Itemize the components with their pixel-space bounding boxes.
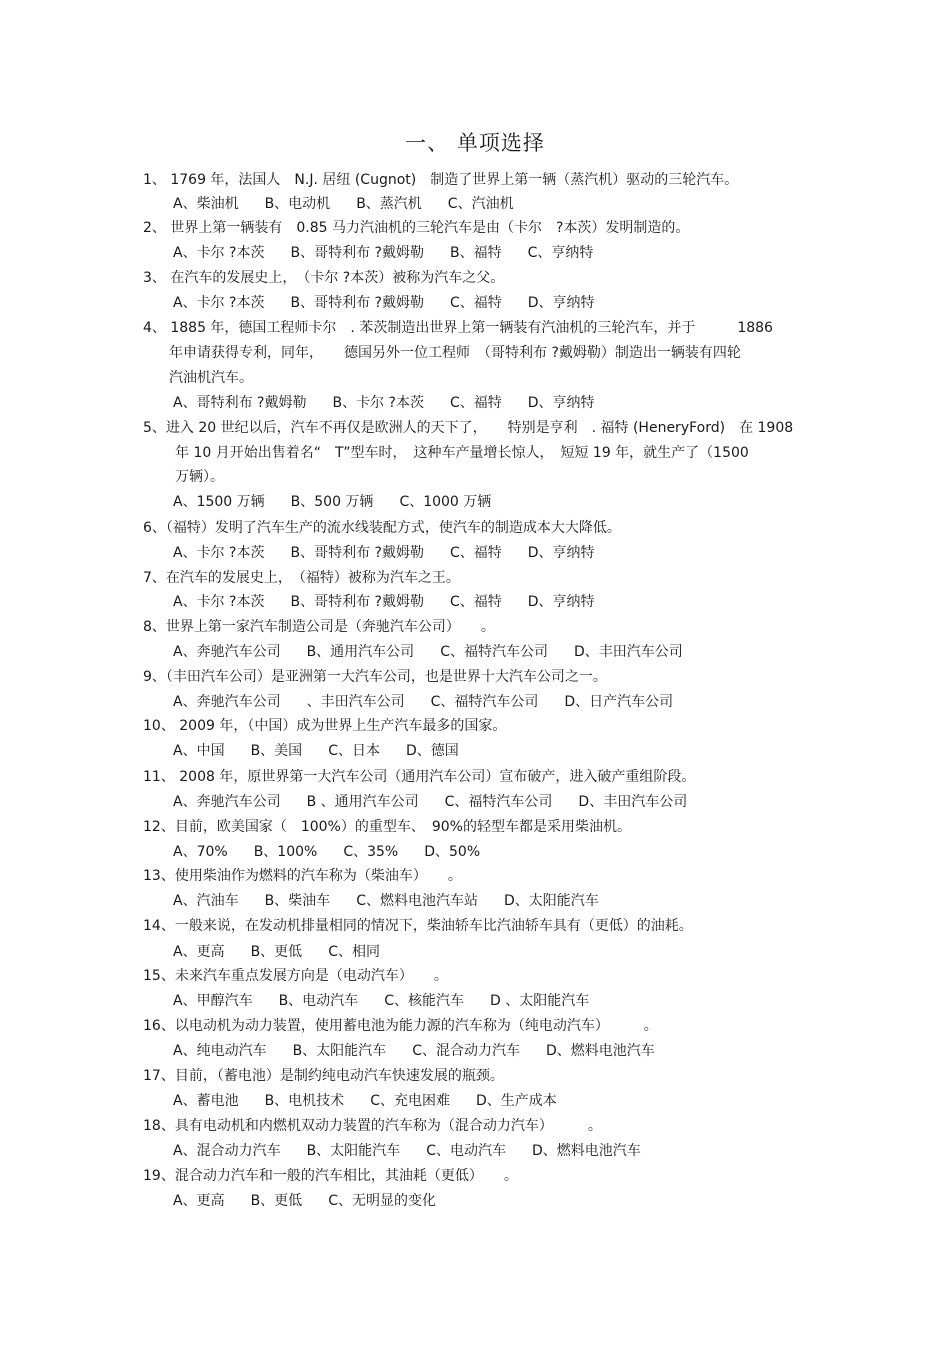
question-text: 1、 1769 年，法国人 N.J. 居纽 (Cugnot) 制造了世界上第一辆（蒸汽机）驱动的三轮汽车。 — [143, 172, 739, 188]
question-text: 7、在汽车的发展史上， （福特）被称为汽车之王。 — [143, 570, 460, 586]
question-options — [173, 1141, 667, 1161]
question-options — [173, 1091, 583, 1111]
question-text-continued: 年申请获得专利，同年， 德国另外一位工程师 （哥特利布 ?戴姆勒）制造出一辆装有四轮 — [169, 345, 741, 361]
question-options — [173, 492, 517, 512]
option: C、混合动力汽车 — [412, 1043, 520, 1059]
option: D、亨纳特 — [527, 295, 595, 311]
option: C、福特汽车公司 — [440, 644, 548, 660]
question-options — [173, 942, 406, 962]
question-text: 4、 1885 年，德国工程师卡尔 . 苯茨制造出世界上第一辆装有汽油机的三轮汽车，并于 1886 — [143, 320, 773, 336]
option: D、亨纳特 — [527, 594, 595, 610]
option: A、混合动力汽车 — [173, 1143, 281, 1159]
option: B、哥特利布 ?戴姆勒 — [290, 245, 424, 261]
option: C、汽油机 — [447, 196, 514, 212]
question-options — [173, 243, 619, 263]
option: B、哥特利布 ?戴姆勒 — [290, 295, 424, 311]
option: C、日本 — [328, 743, 380, 759]
question-options — [173, 891, 625, 911]
option: A、中国 — [173, 743, 225, 759]
question-options — [173, 393, 621, 413]
option: C、福特汽车公司 — [444, 794, 553, 810]
question-text: 3、 在汽车的发展史上， （卡尔 ?本茨）被称为汽车之父。 — [143, 270, 505, 286]
option: C、福特汽车公司 — [430, 694, 539, 710]
section-title: 一、 单项选择 — [405, 131, 545, 155]
option: D、日产汽车公司 — [564, 694, 674, 710]
question-text: 8、世界上第一家汽车制造公司是（奔驰汽车公司） 。 — [143, 619, 495, 635]
option: C、福特 — [449, 594, 502, 610]
option: B、柴油车 — [264, 893, 331, 909]
option: D、50% — [424, 844, 481, 860]
option: C、燃料电池汽车站 — [356, 893, 478, 909]
question-options — [173, 692, 699, 712]
option: B、福特 — [449, 245, 502, 261]
question-text: 16、以电动机为动力装置，使用蓄电池为能力源的汽车称为（纯电动汽车） 。 — [143, 1018, 658, 1034]
option: B、卡尔 ?本茨 — [332, 395, 424, 411]
option: A、奔驰汽车公司 — [173, 644, 281, 660]
option: D、丰田汽车公司 — [573, 644, 683, 660]
option: B、哥特利布 ?戴姆勒 — [290, 594, 424, 610]
option: A、柴油机 — [173, 196, 239, 212]
option: B、500 万辆 — [290, 494, 374, 510]
option: C、充电困难 — [370, 1093, 450, 1109]
option: C、电动汽车 — [426, 1143, 506, 1159]
option: D、亨纳特 — [527, 395, 595, 411]
option: B、更低 — [250, 1193, 303, 1209]
option: A、卡尔 ?本茨 — [173, 594, 265, 610]
question-text: 13、使用柴油作为燃料的汽车称为（柴油车） 。 — [143, 868, 462, 884]
option: D、丰田汽车公司 — [578, 794, 688, 810]
question-text-continued: 汽油机汽车。 — [169, 370, 253, 386]
option: B、太阳能汽车 — [306, 1143, 401, 1159]
option: B、蒸汽机 — [356, 196, 422, 212]
option: A、哥特利布 ?戴姆勒 — [173, 395, 307, 411]
question-options — [173, 194, 540, 214]
option: A、甲醇汽车 — [173, 993, 253, 1009]
question-text-continued: 年 10 月开始出售着名“ T”型车时， 这种车产量增长惊人， 短短 19 年，就生产了（1500 — [175, 445, 749, 461]
question-text: 18、具有电动机和内燃机双动力装置的汽车称为（混合动力汽车） 。 — [143, 1118, 602, 1134]
option: A、纯电动汽车 — [173, 1043, 267, 1059]
option: A、奔驰汽车公司 — [173, 794, 281, 810]
question-options — [173, 842, 506, 862]
option: A、汽油车 — [173, 893, 239, 909]
option: C、相同 — [328, 944, 380, 960]
option: A、卡尔 ?本茨 — [173, 295, 265, 311]
option: A、70% — [173, 844, 228, 860]
question-options — [173, 592, 621, 612]
question-text: 2、 世界上第一辆装有 0.85 马力汽油机的三轮汽车是由（卡尔 ?本茨）发明制造的。 — [143, 220, 690, 236]
option: 、丰田汽车公司 — [306, 694, 405, 710]
question-text-continued: 万辆）。 — [175, 469, 224, 485]
option: B、电动机 — [264, 196, 331, 212]
option: D、太阳能汽车 — [503, 893, 599, 909]
question-options — [173, 792, 713, 812]
question-options — [173, 991, 615, 1011]
option: A、更高 — [173, 944, 225, 960]
option: A、更高 — [173, 1193, 225, 1209]
question-options — [173, 543, 621, 563]
question-options — [173, 642, 709, 662]
option: D、亨纳特 — [527, 545, 595, 561]
option: A、1500 万辆 — [173, 494, 265, 510]
question-text: 19、混合动力汽车和一般的汽车相比，其油耗（更低） 。 — [143, 1168, 518, 1184]
question-text: 12、目前，欧美国家（ 100%）的重型车、 90%的轻型车都是采用柴油机。 — [143, 819, 631, 835]
question-text: 6、（福特）发明了汽车生产的流水线装配方式，使汽车的制造成本大大降低。 — [143, 520, 621, 536]
option: D、燃料电池汽车 — [545, 1043, 655, 1059]
option: B 、通用汽车公司 — [306, 794, 419, 810]
option: B、更低 — [250, 944, 303, 960]
question-options — [173, 1041, 681, 1061]
question-text: 11、 2008 年，原世界第一大汽车公司（通用汽车公司）宣布破产，进入破产重组阶段。 — [143, 769, 696, 785]
option: A、蓄电池 — [173, 1093, 239, 1109]
question-text: 5、进入 20 世纪以后，汽车不再仅是欧洲人的天下了， 特别是亨利 . 福特 (HeneryFord) 在 1908 — [143, 420, 794, 436]
question-text: 15、未来汽车重点发展方向是（电动汽车） 。 — [143, 968, 448, 984]
option: D、生产成本 — [475, 1093, 557, 1109]
option: D 、太阳能汽车 — [489, 993, 590, 1009]
question-options — [173, 1191, 462, 1211]
option: B、哥特利布 ?戴姆勒 — [290, 545, 424, 561]
option: D、燃料电池汽车 — [531, 1143, 641, 1159]
option: A、卡尔 ?本茨 — [173, 245, 265, 261]
option: B、通用汽车公司 — [306, 644, 415, 660]
option: C、福特 — [449, 395, 502, 411]
option: C、福特 — [449, 295, 502, 311]
question-text: 14、一般来说，在发动机排量相同的情况下，柴油轿车比汽油轿车具有（更低）的油耗。 — [143, 918, 693, 934]
question-text: 17、目前，（蓄电池）是制约纯电动汽车快速发展的瓶颈。 — [143, 1068, 504, 1084]
option: B、太阳能汽车 — [292, 1043, 387, 1059]
option: C、35% — [343, 844, 399, 860]
question-options — [173, 741, 485, 761]
option: A、卡尔 ?本茨 — [173, 545, 265, 561]
option: B、100% — [253, 844, 318, 860]
question-options — [173, 293, 621, 313]
option: C、1000 万辆 — [399, 494, 492, 510]
option: C、核能汽车 — [384, 993, 464, 1009]
option: B、电机技术 — [264, 1093, 345, 1109]
question-text: 9、（丰田汽车公司）是亚洲第一大汽车公司，也是世界十大汽车公司之一。 — [143, 669, 607, 685]
option: C、亨纳特 — [527, 245, 594, 261]
option: B、电动汽车 — [278, 993, 359, 1009]
option: C、福特 — [449, 545, 502, 561]
option: D、德国 — [405, 743, 459, 759]
option: C、无明显的变化 — [328, 1193, 436, 1209]
question-text: 10、 2009 年，（中国）成为世界上生产汽车最多的国家。 — [143, 718, 507, 734]
option: B、美国 — [250, 743, 303, 759]
option: A、奔驰汽车公司 — [173, 694, 281, 710]
